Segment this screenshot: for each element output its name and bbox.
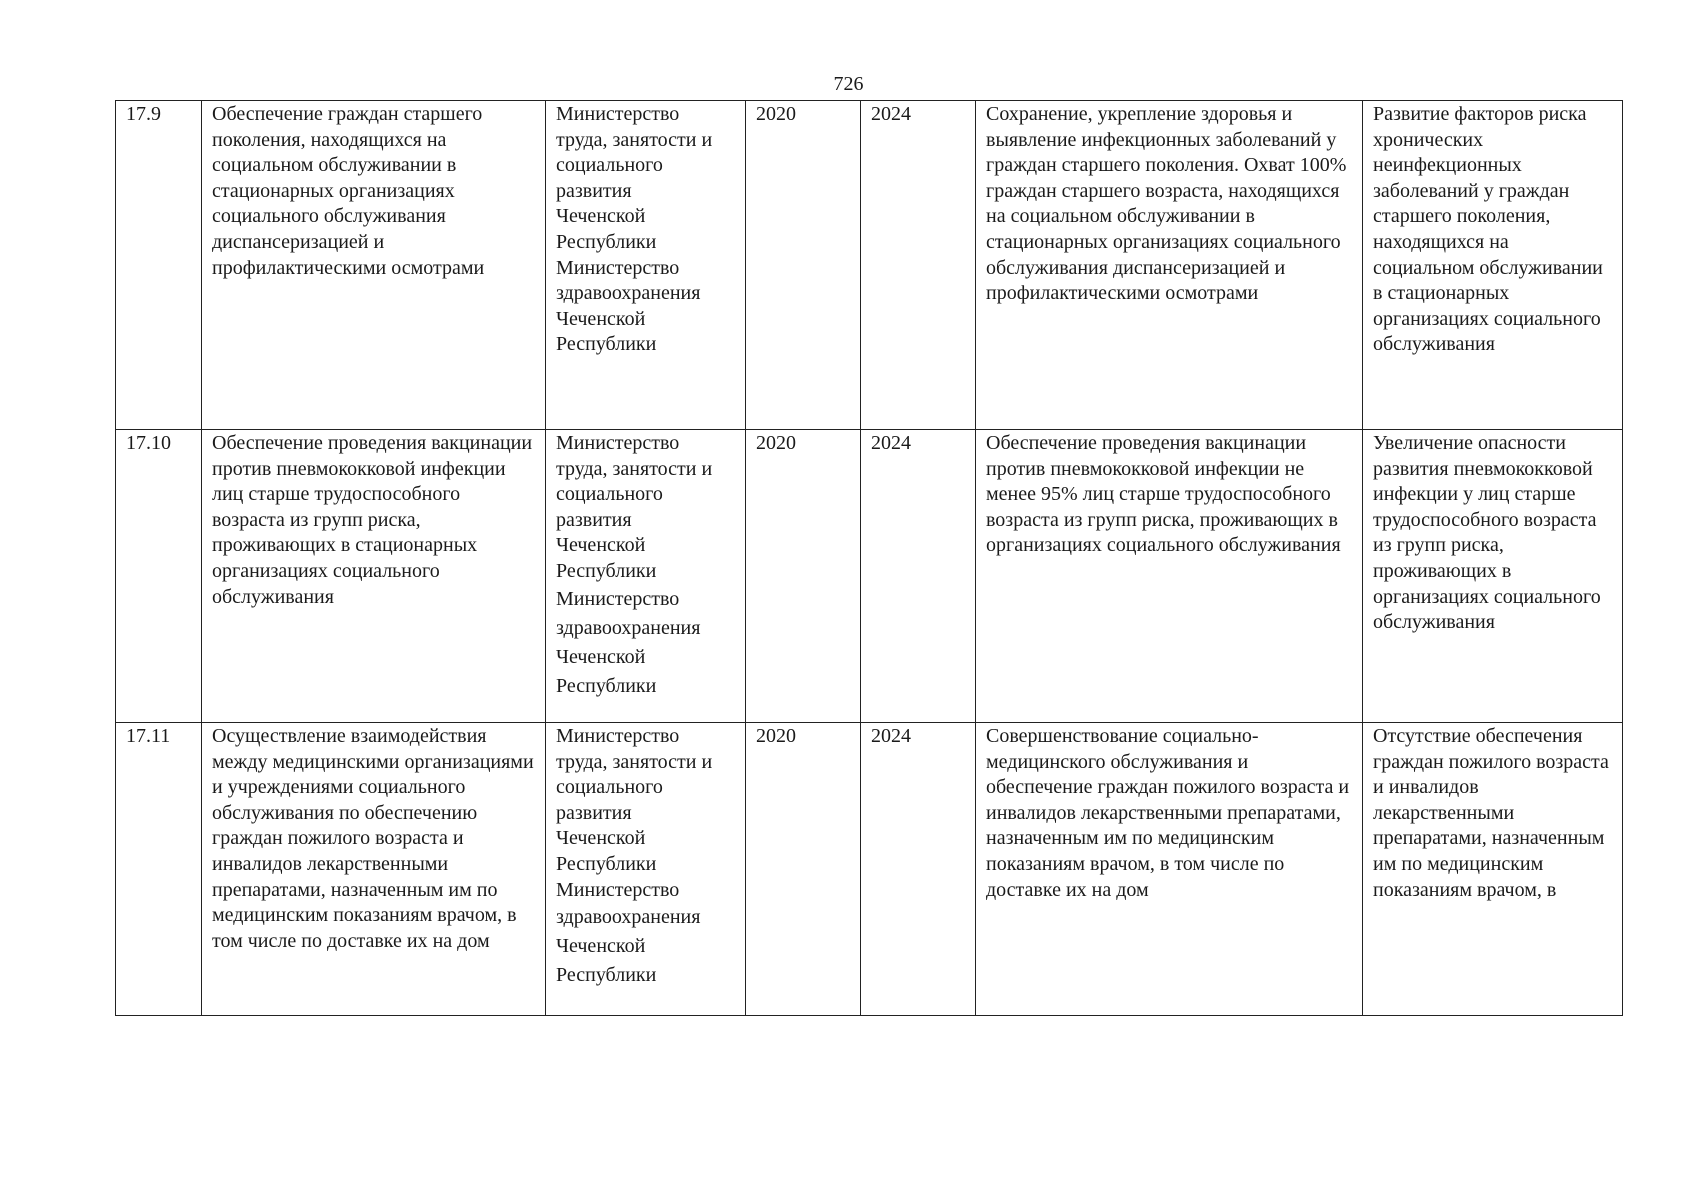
executor-line: Министерство xyxy=(556,587,680,610)
executor-line: Министерство xyxy=(556,878,680,901)
item-number: 17.11 xyxy=(116,723,202,1016)
activity-description: Обеспечение проведения вакцинации против пневмококковой инфекции лиц старше трудоспособного возраста из групп риска, проживающих в стационарных организациях социального обслуживания xyxy=(202,430,546,723)
executor-line: здравоохранения xyxy=(556,282,701,305)
executor-line: Республики xyxy=(556,674,657,697)
executor-line: Министерство xyxy=(556,256,680,279)
responsible-executors xyxy=(546,101,746,430)
table-row xyxy=(116,430,1623,723)
start-year: 2020 xyxy=(746,101,861,430)
start-year: 2020 xyxy=(746,430,861,723)
expected-result: Совершенствование социально-медицинского обслуживания и обеспечение граждан пожилого возраста и инвалидов лекарственными препаратами, назначенным им по медицинским показаниям врачом, в том числе по доставке их на дом xyxy=(976,723,1363,1016)
executor-line: труда, занятости и xyxy=(556,457,713,480)
page-number: 726 xyxy=(833,73,864,95)
executor-line: здравоохранения xyxy=(556,616,701,639)
executor-line: Чеченской xyxy=(556,935,646,958)
executor-line: труда, занятости и xyxy=(556,750,713,773)
executor-line: развития xyxy=(556,801,632,824)
executor-line: Республики xyxy=(556,964,657,987)
table-row xyxy=(116,723,1623,1016)
executor-line: развития xyxy=(556,508,632,531)
executor-line: Республики xyxy=(556,559,657,582)
measures-table xyxy=(115,100,1623,1016)
executor-line: Республики xyxy=(556,230,657,253)
item-number: 17.9 xyxy=(116,101,202,430)
executor-line: здравоохранения xyxy=(556,906,701,929)
expected-result: Сохранение, укрепление здоровья и выявление инфекционных заболеваний у граждан старшего поколения. Охват 100% граждан старшего возраста, находящихся на социальном обслуживании в стационарных организациях социального обслуживания диспансеризацией и профилактическими осмотрами xyxy=(976,101,1363,430)
executor-line: социального xyxy=(556,776,663,799)
end-year: 2024 xyxy=(861,723,976,1016)
non-implementation-consequences: Отсутствие обеспечения граждан пожилого возраста и инвалидов лекарственными препаратами, назначенным им по медицинским показаниям врачом, в xyxy=(1363,723,1623,1016)
responsible-executors xyxy=(546,430,746,723)
executor-line: социального xyxy=(556,154,663,177)
executor-line: Чеченской xyxy=(556,645,646,668)
executor-line: Министерство xyxy=(556,725,680,747)
executor-line: Республики xyxy=(556,852,657,875)
non-implementation-consequences: Увеличение опасности развития пневмококковой инфекции у лиц старше трудоспособного возраста из групп риска, проживающих в организациях социального обслуживания xyxy=(1363,430,1623,723)
executor-line: Чеченской xyxy=(556,827,646,850)
item-number: 17.10 xyxy=(116,430,202,723)
executor-line: Министерство xyxy=(556,432,680,454)
end-year: 2024 xyxy=(861,430,976,723)
executor-line: Чеченской xyxy=(556,534,646,557)
non-implementation-consequences: Развитие факторов риска хронических неинфекционных заболеваний у граждан старшего поколения, находящихся на социальном обслуживании в стационарных организациях социального обслуживания xyxy=(1363,101,1623,430)
activity-description: Обеспечение граждан старшего поколения, находящихся на социальном обслуживании в стационарных организациях социального обслуживания диспансеризацией и профилактическими осмотрами xyxy=(202,101,546,430)
start-year: 2020 xyxy=(746,723,861,1016)
activity-description: Осуществление взаимодействия между медицинскими организациями и учреждениями социального обслуживания по обеспечению граждан пожилого возраста и инвалидов лекарственными препаратами, назначенным им по медицинским показаниям врачом, в том числе по доставке их на дом xyxy=(202,723,546,1016)
executor-line: Министерство xyxy=(556,103,680,125)
executor-line: труда, занятости и xyxy=(556,128,713,151)
expected-result: Обеспечение проведения вакцинации против пневмококковой инфекции не менее 95% лиц старше трудоспособного возраста из групп риска, проживающих в организациях социального обслуживания xyxy=(976,430,1363,723)
responsible-executors xyxy=(546,723,746,1016)
end-year: 2024 xyxy=(861,101,976,430)
executor-line: Чеченской xyxy=(556,307,646,330)
executor-line: Чеченской xyxy=(556,205,646,228)
executor-line: развития xyxy=(556,179,632,202)
table-row xyxy=(116,101,1623,430)
executor-line: социального xyxy=(556,483,663,506)
executor-line: Республики xyxy=(556,333,657,356)
